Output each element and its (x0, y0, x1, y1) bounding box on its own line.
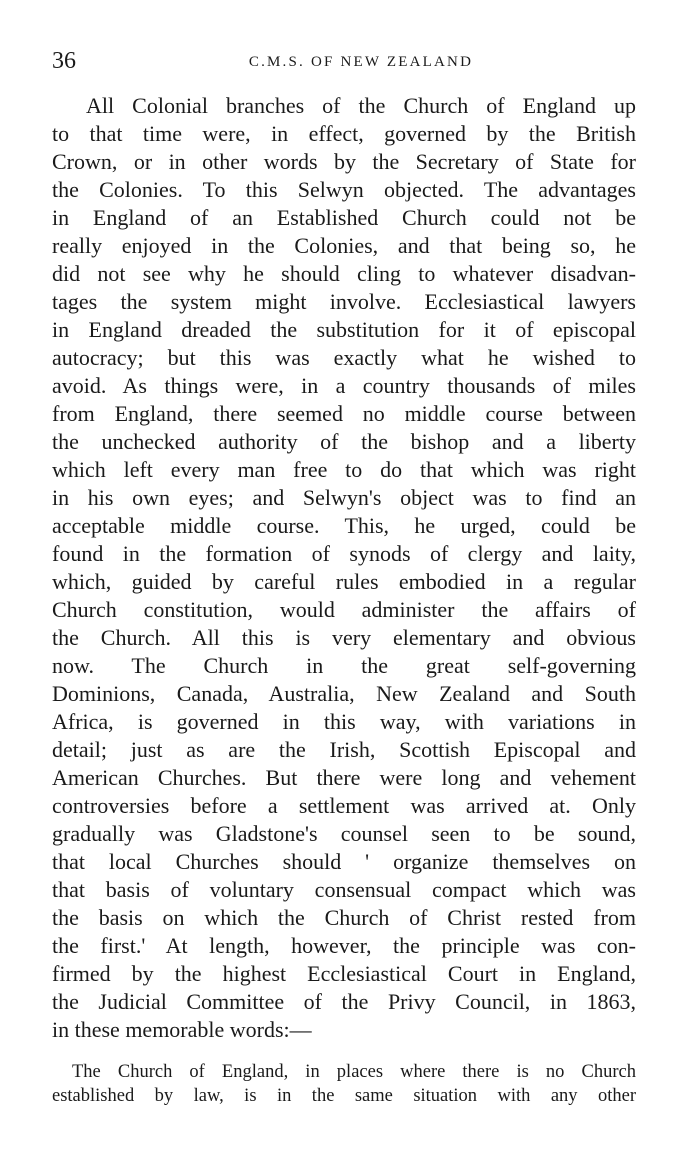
text-line: Dominions, Canada, Australia, New Zealand and South (52, 681, 636, 706)
text-line: firmed by the highest Ecclesiastical Court in England, (52, 961, 636, 986)
text-line: that basis of voluntary consensual compact which was (52, 877, 636, 902)
text-line: from England, there seemed no middle course between (52, 401, 636, 426)
running-head-title: C.M.S. OF NEW ZEALAND (248, 54, 474, 70)
text-line: in these memorable words:— (52, 1017, 312, 1042)
text-line: the basis on which the Church of Christ rested from (52, 905, 636, 930)
text-line: autocracy; but this was exactly what he wished to (52, 345, 636, 370)
text-line: now. The Church in the great self-governing (52, 653, 636, 678)
text-line: the Judicial Committee of the Privy Council, in 1863, (52, 989, 636, 1014)
text-line: Church constitution, would administer the affairs of (52, 597, 636, 622)
text-line: to that time were, in effect, governed by the British (52, 121, 636, 146)
text-line: the unchecked authority of the bishop and a liberty (52, 429, 636, 454)
text-line: found in the formation of synods of clergy and laity, (52, 541, 636, 566)
quote-line: The Church of England, in places where there is no Church (72, 1062, 636, 1082)
text-line: in England of an Established Church could not be (52, 205, 636, 230)
text-line: the Colonies. To this Selwyn objected. The advantages (52, 177, 636, 202)
text-line: which, guided by careful rules embodied in a regular (52, 569, 636, 594)
quote-line: established by law, is in the same situation with any other (52, 1086, 636, 1106)
text-line: detail; just as are the Irish, Scottish Episcopal and (52, 737, 636, 762)
text-line: in his own eyes; and Selwyn's object was to find an (52, 485, 636, 510)
main-paragraph (52, 92, 636, 1044)
running-head (52, 46, 636, 76)
text-line: gradually was Gladstone's counsel seen to be sound, (52, 821, 636, 846)
text-line: the Church. All this is very elementary and obvious (52, 625, 636, 650)
text-line: avoid. As things were, in a country thousands of miles (52, 373, 636, 398)
text-line: which left every man free to do that which was right (52, 457, 636, 482)
text-line: American Churches. But there were long and vehement (52, 765, 636, 790)
text-line: really enjoyed in the Colonies, and that being so, he (52, 233, 636, 258)
text-line: All Colonial branches of the Church of England up (86, 93, 636, 118)
text-line: Africa, is governed in this way, with variations in (52, 709, 636, 734)
block-quote (52, 1060, 636, 1108)
text-line: did not see why he should cling to whatever disadvan- (52, 261, 636, 286)
text-line: tages the system might involve. Ecclesiastical lawyers (52, 289, 636, 314)
page-number: 36 (52, 48, 76, 74)
text-line: the first.' At length, however, the principle was con- (52, 933, 636, 958)
text-line: in England dreaded the substitution for it of episcopal (52, 317, 636, 342)
text-line: controversies before a settlement was arrived at. Only (52, 793, 636, 818)
text-line: that local Churches should ' organize themselves on (52, 849, 636, 874)
text-line: Crown, or in other words by the Secretary of State for (52, 149, 636, 174)
text-line: acceptable middle course. This, he urged, could be (52, 513, 636, 538)
